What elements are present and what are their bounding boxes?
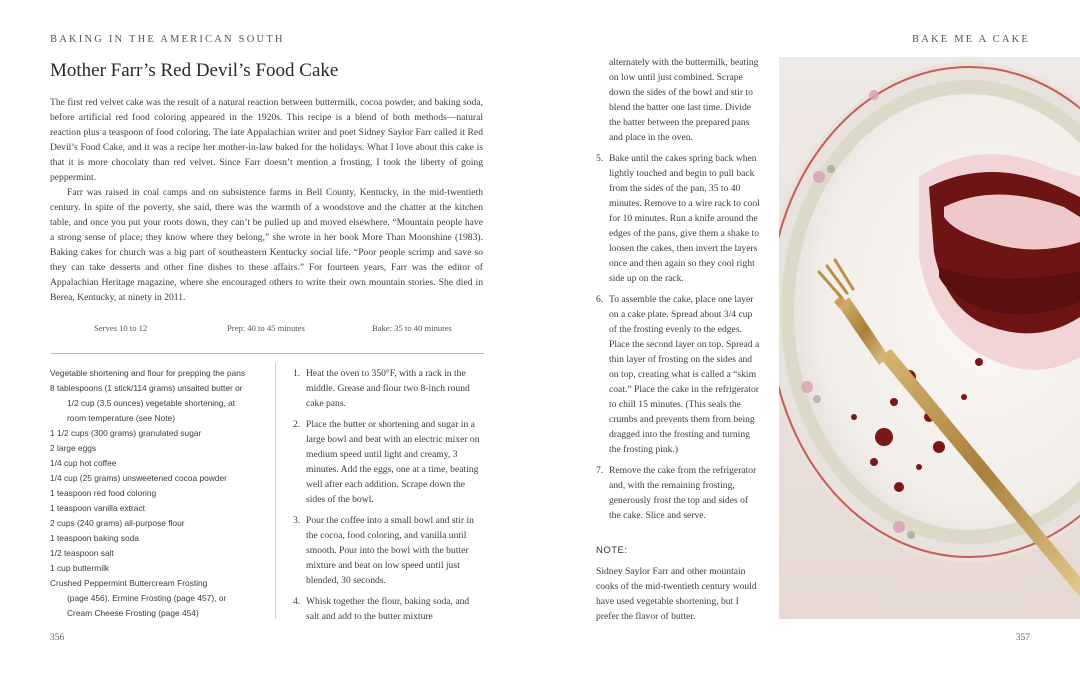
ingredient-item: 2 large eggs xyxy=(50,443,97,453)
step-text: Whisk together the flour, baking soda, and salt and add to the butter mixture xyxy=(306,596,470,622)
ingredient-item: room temperature (see Note) xyxy=(67,413,175,423)
step-text: Remove the cake from the refrigerator and, with the remaining frosting, generously frost the top and sides of the cake. Slice and serve. xyxy=(609,465,757,521)
intro-text xyxy=(50,95,483,305)
step-text: Place the butter or shortening and sugar in a large bowl and beat with an electric mixer on medium speed until light and creamy, 3 minutes. Add the eggs, one at a time, beating well after each addition. Scrape down the sides of the bowl. xyxy=(306,419,480,505)
recipe-title: Mother Farr’s Red Devil’s Food Cake xyxy=(50,60,339,81)
cake-photo xyxy=(779,57,1080,619)
prep-time: Prep: 40 to 45 minutes xyxy=(227,323,305,333)
ingredient-item: 2 cups (240 grams) all-purpose flour xyxy=(50,518,185,528)
method-steps-left xyxy=(293,366,483,630)
step-number: 6. xyxy=(596,294,604,305)
ingredient-item: 1/2 cup (3.5 ounces) vegetable shortening, at xyxy=(67,398,236,408)
method-step xyxy=(596,55,762,145)
ingredient-item: (page 456), Ermine Frosting (page 457), or xyxy=(67,593,227,603)
method-step xyxy=(293,594,483,624)
method-step xyxy=(596,463,762,523)
method-step xyxy=(293,366,483,411)
intro-paragraph: The first red velvet cake was the result of a natural reaction between buttermilk, cocoa powder, and baking soda, before artificial red food coloring appeared in the 1920s. This recipe is a blend of both methods—natural reaction plus a teaspoon of food coloring. The late Appalachian writer and poet Sidney Saylor Farr called it Red Devil’s Food Cake, and it was a recipe her mother-in-law baked for the holidays. What I love about this cake is that it is more chocolaty than red velvet. Since Farr doesn’t mention a frosting, I took the liberty of going peppermint. xyxy=(50,97,483,183)
ingredient-item: 1 teaspoon red food coloring xyxy=(50,488,157,498)
ingredient-item: Crushed Peppermint Buttercream Frosting xyxy=(50,578,208,588)
ingredient-item: 1 1/2 cups (300 grams) granulated sugar xyxy=(50,428,202,438)
page-number-left: 356 xyxy=(50,633,65,643)
column-divider xyxy=(275,362,276,619)
step-number: 5. xyxy=(596,153,604,164)
ingredients-list xyxy=(50,366,270,621)
step-number: 7. xyxy=(596,465,604,476)
ingredient-item: 1/4 cup (25 grams) unsweetened cocoa powder xyxy=(50,473,227,483)
step-text: Heat the oven to 350°F, with a rack in the middle. Grease and flour two 8-inch round cake pans. xyxy=(306,368,470,409)
step-text: Pour the coffee into a small bowl and stir in the cocoa, food coloring, and vanilla until smooth. Pour into the bowl with the butter mixture and beat on low speed until just blended, 30 seconds. xyxy=(306,515,474,586)
step-text: alternately with the buttermilk, beating on low until just combined. Scrape down the sides of the bowl and stir to blend the batter one last time. Divide the batter between the prepared pans and place in the oven. xyxy=(609,57,759,143)
note-label: NOTE: xyxy=(596,545,628,556)
method-step xyxy=(596,292,762,457)
method-step xyxy=(293,513,483,588)
step-number: 4. xyxy=(293,596,301,607)
ingredient-item: 1 teaspoon vanilla extract xyxy=(50,503,145,513)
step-text: To assemble the cake, place one layer on a cake plate. Spread about 3/4 cup of the frosting evenly to the edges. Place the second layer on top. Spread a thin layer of frosting on the sides and on top, creating what is called a “skim coat.” Place the cake in the refrigerator to chill 15 minutes. (This seals the crumbs and prevents them from being dragged into the frosting and turning the frosting pink.) xyxy=(609,294,760,455)
bake-time: Bake: 35 to 40 minutes xyxy=(372,323,452,333)
ingredient-item: 1/2 teaspoon salt xyxy=(50,548,114,558)
ingredient-item: Cream Cheese Frosting (page 454) xyxy=(67,608,199,618)
step-number: 2. xyxy=(293,419,301,430)
running-head-right: BAKE ME A CAKE xyxy=(911,34,1030,45)
method-step xyxy=(293,417,483,507)
running-head-left: BAKING IN THE AMERICAN SOUTH xyxy=(50,34,285,45)
step-number: 3. xyxy=(293,515,301,526)
ingredient-item: 8 tablespoons (1 stick/114 grams) unsalted butter or xyxy=(50,383,243,393)
page-number-right: 357 xyxy=(1015,633,1030,643)
ingredient-item: Vegetable shortening and flour for prepping the pans xyxy=(50,368,246,378)
method-steps-right xyxy=(596,55,762,529)
step-number: 1. xyxy=(293,368,301,379)
step-text: Bake until the cakes spring back when lightly touched and begin to pull back from the sides of the pan, 35 to 40 minutes. Remove to a wire rack to cool for 10 minutes. Run a knife around the edges of the pans, give them a shake to loosen the cakes, then invert the layers once and then again so they cool right side up on the rack. xyxy=(609,153,760,284)
serves-info: Serves 10 to 12 xyxy=(94,323,148,333)
divider-rule xyxy=(50,353,484,354)
ingredient-item: 1 teaspoon baking soda xyxy=(50,533,139,543)
note-text: Sidney Saylor Farr and other mountain cooks of the mid-twentieth century would have used vegetable shortening, but I prefer the flavor of butter. xyxy=(596,566,757,622)
ingredient-item: 1 cup buttermilk xyxy=(50,563,110,573)
method-step xyxy=(596,151,762,286)
intro-paragraph: Farr was raised in coal camps and on subsistence farms in Bell County, Kentucky, in the mid-twentieth century. In spite of the poverty, she said, there was the warmth of a woodstove and the chatter at the kitchen table, and once you put your roots down, they can’t be pulled up and moved elsewhere. “Mountain people have a strong sense of place; they know where they belong,” she wrote in her book More Than Moonshine (1983). Baking cakes for church was a big part of southeastern Kentucky social life. “Poor people scrimp and save so they can take desserts and other fine dishes to these affairs.” For fourteen years, Farr was the editor of Appalachian Heritage magazine, where she encouraged others to write their own mountain stories. She died in Berea, Kentucky, at ninety in 2011. xyxy=(50,187,483,303)
ingredient-item: 1/4 cup hot coffee xyxy=(50,458,117,468)
